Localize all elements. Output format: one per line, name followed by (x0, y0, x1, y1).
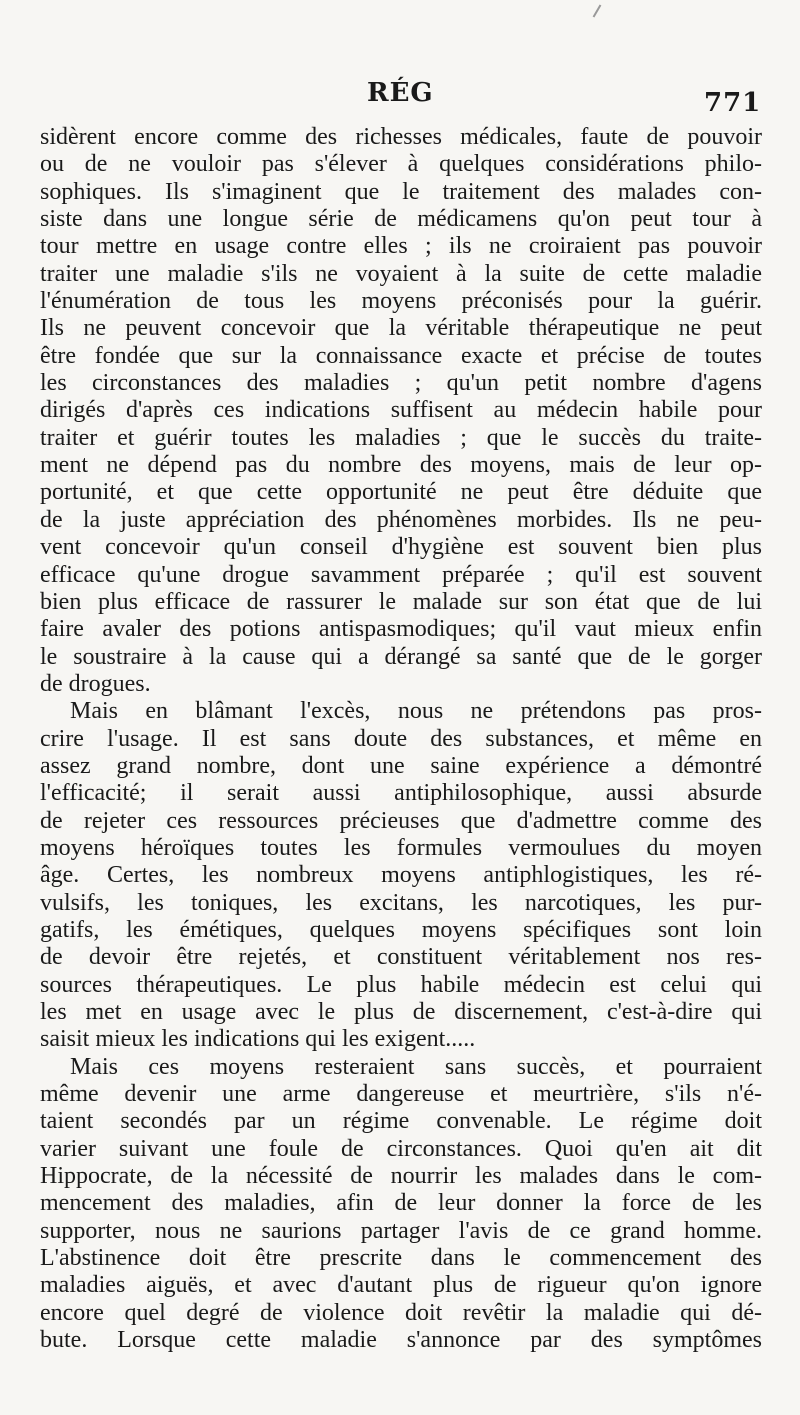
page-header (0, 78, 800, 118)
text-line: maladies aiguës, et avec d'autant plus de rigueur qu'on ignore (40, 1272, 762, 1299)
text-line: l'efficacité; il serait aussi antiphilosophique, aussi absurde (40, 780, 762, 807)
text-line: efficace qu'une drogue savamment préparée ; qu'il est souvent (40, 561, 762, 588)
text-line: Hippocrate, de la nécessité de nourrir les malades dans le com- (40, 1163, 762, 1190)
text-line: tour mettre en usage contre elles ; ils ne croiraient pas pouvoir (40, 233, 762, 260)
text-line: de rejeter ces ressources précieuses que d'admettre comme des (40, 807, 762, 834)
text-line: de la juste appréciation des phénomènes morbides. Ils ne peu- (40, 506, 762, 533)
text-line: assez grand nombre, dont une saine expérience a démontré (40, 752, 762, 779)
text-line: sophiques. Ils s'imaginent que le traitement des malades con- (40, 178, 762, 205)
text-line: siste dans une longue série de médicamens qu'on peut tour à (40, 206, 762, 233)
text-line: portunité, et que cette opportunité ne peut être déduite que (40, 479, 762, 506)
text-line: bute. Lorsque cette maladie s'annonce par des symptômes (40, 1327, 762, 1354)
body-text (40, 124, 762, 1354)
text-line: de drogues. (40, 670, 151, 697)
page-number: 771 (704, 88, 762, 118)
text-line: être fondée que sur la connaissance exacte et précise de toutes (40, 342, 762, 369)
text-line: sidèrent encore comme des richesses médicales, faute de pouvoir (40, 124, 762, 150)
text-line: Mais ces moyens resteraient sans succès, et pourraient (70, 1053, 762, 1080)
text-line: mencement des maladies, afin de leur donner la force de les (40, 1190, 762, 1217)
text-line: les circonstances des maladies ; qu'un petit nombre d'agens (40, 370, 762, 397)
text-line: moyens héroïques toutes les formules vermoulues du moyen (40, 834, 762, 861)
text-line: gatifs, les émétiques, quelques moyens spécifiques sont loin (40, 916, 762, 943)
text-line: Mais en blâmant l'excès, nous ne prétendons pas pros- (70, 698, 762, 725)
margin-mark (593, 4, 602, 17)
text-line: le soustraire à la cause qui a dérangé sa santé que de le gorger (40, 643, 762, 670)
text-line: crire l'usage. Il est sans doute des substances, et même en (40, 725, 762, 752)
text-line: l'énumération de tous les moyens préconisés pour la guérir. (40, 288, 762, 315)
text-line: ou de ne vouloir pas s'élever à quelques considérations philo- (40, 151, 762, 178)
text-line: traiter une maladie s'ils ne voyaient à la suite de cette maladie (40, 260, 762, 287)
text-line: varier suivant une foule de circonstances. Quoi qu'en ait dit (40, 1135, 762, 1162)
text-line: âge. Certes, les nombreux moyens antiphlogistiques, les ré- (40, 862, 762, 889)
text-line: de devoir être rejetés, et constituent véritablement nos res- (40, 944, 762, 971)
running-head: RÉG (367, 78, 434, 108)
text-line: saisit mieux les indications qui les exigent..... (40, 1026, 476, 1053)
text-line: encore quel degré de violence doit revêtir la maladie qui dé- (40, 1299, 762, 1326)
text-line: vent concevoir qu'un conseil d'hygiène est souvent bien plus (40, 534, 762, 561)
text-line: traiter et guérir toutes les maladies ; que le succès du traite- (40, 424, 762, 451)
text-line: supporter, nous ne saurions partager l'avis de ce grand homme. (40, 1217, 762, 1244)
text-line: vulsifs, les toniques, les excitans, les narcotiques, les pur- (40, 889, 762, 916)
text-line: bien plus efficace de rassurer le malade sur son état que de lui (40, 588, 762, 615)
text-line: sources thérapeutiques. Le plus habile médecin est celui qui (40, 971, 762, 998)
text-line: L'abstinence doit être prescrite dans le commencement des (40, 1245, 762, 1272)
text-line: taient secondés par un régime convenable. Le régime doit (40, 1108, 762, 1135)
text-line: dirigés d'après ces indications suffisent au médecin habile pour (40, 397, 762, 424)
text-line: les met en usage avec le plus de discernement, c'est-à-dire qui (40, 999, 762, 1025)
text-line: ment ne dépend pas du nombre des moyens, mais de leur op- (40, 452, 762, 479)
text-line: faire avaler des potions antispasmodiques; qu'il vaut mieux enfin (40, 616, 762, 643)
text-line: Ils ne peuvent concevoir que la véritable thérapeutique ne peut (40, 315, 762, 342)
text-line: même devenir une arme dangereuse et meurtrière, s'ils n'é- (40, 1081, 762, 1108)
